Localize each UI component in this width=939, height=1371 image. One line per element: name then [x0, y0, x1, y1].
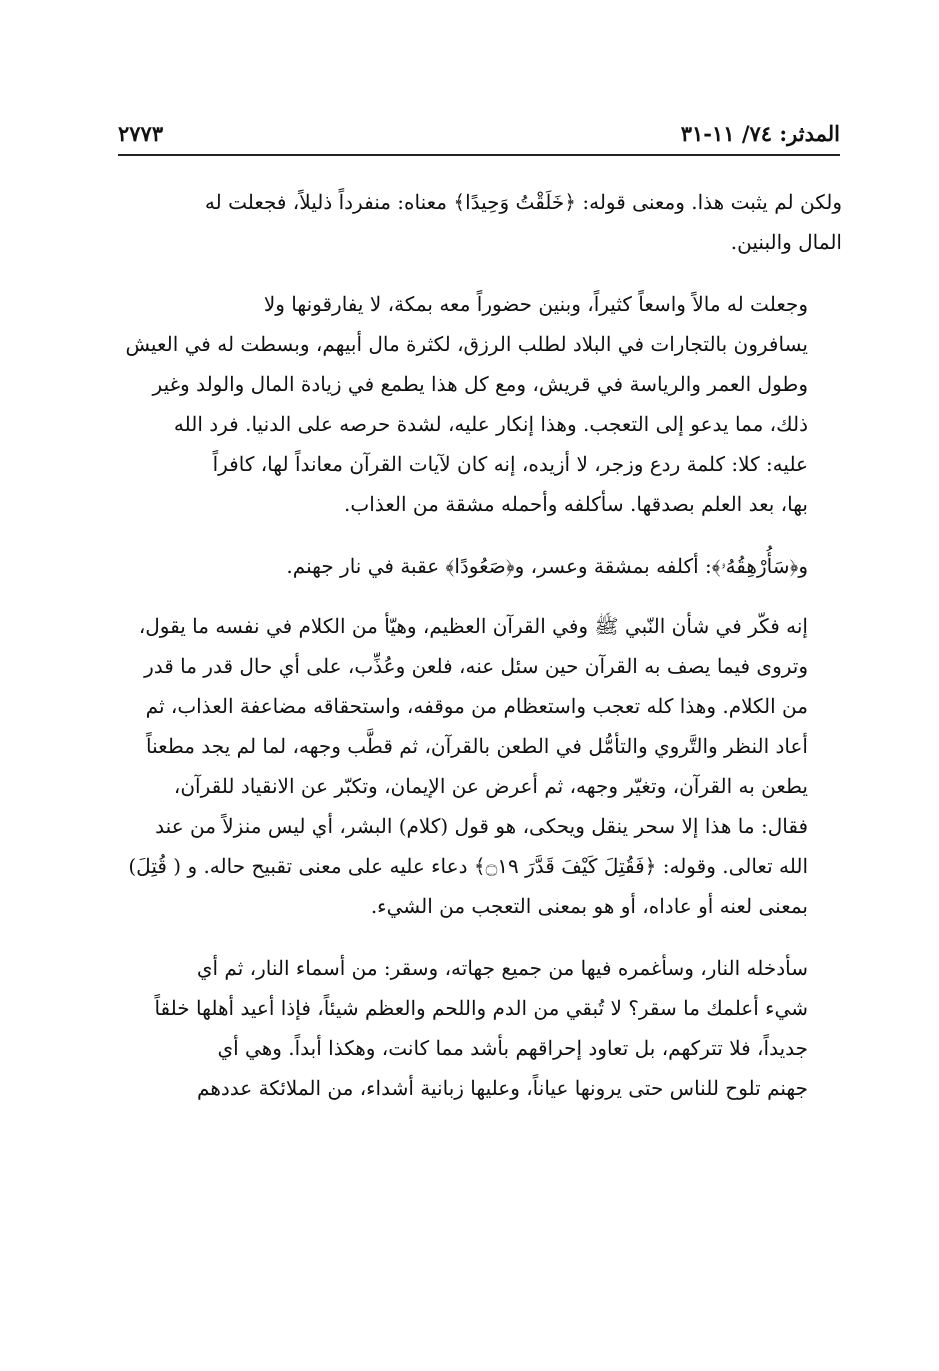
page-number: ٢٧٧٣	[118, 120, 164, 146]
text-line: الله تعالى. وقوله: ﴿فَقُتِلَ كَيْفَ قَدَّرَ ۝١٩﴾ دعاء عليه على معنى تقبيح حاله. و ( قُتِلَ)	[128, 854, 808, 878]
header-divider	[118, 154, 840, 156]
text-line: من الكلام. وهذا كله تعجب واستعظام من موقفه، واستحقاقه مضاعفة العذاب، ثم	[145, 694, 808, 718]
text-line: أعاد النظر والتَّروي والتأمُّل في الطعن بالقرآن، ثم قطَّب وجهه، لما لم يجد مطعناً	[146, 734, 808, 758]
text-line: جديداً، فلا تتركهم، بل تعاود إحراقهم بأشد مما كانت، وهكذا أبداً. وهي أي	[217, 1036, 808, 1060]
text-line: بها، بعد العلم بصدقها. سأكلفه وأحمله مشقة من العذاب.	[344, 492, 808, 516]
text-line: وتروى فيما يصف به القرآن حين سئل عنه، فلعن وعُذِّب، على أي حال قدر ما قدر	[144, 654, 808, 678]
text-line: شيء أعلمك ما سقر؟ لا تُبقي من الدم واللحم والعظم شيئاً، فإذا أعيد أهلها خلقاً	[154, 996, 808, 1020]
paragraph-3	[116, 546, 842, 586]
text-line: و﴿سَأُرْهِقُهُۥ﴾: أكلفه بمشقة وعسر، و﴿صَعُودًا﴾ عقبة في نار جهنم.	[286, 554, 808, 578]
text-line: بمعنى لعنه أو عاداه، أو هو بمعنى التعجب من الشيء.	[370, 894, 808, 918]
paragraph-5	[116, 948, 842, 1108]
page-header	[118, 116, 840, 150]
text-line: جهنم تلوح للناس حتى يرونها عياناً، وعليها زبانية أشداء، من الملائكة عددهم	[197, 1076, 808, 1100]
paragraph-2	[116, 284, 842, 524]
text-line: عليه: كلا: كلمة ردع وزجر، لا أزيده، إنه كان لآيات القرآن معانداً لها، كافراً	[212, 452, 808, 476]
text-line: وجعلت له مالاً واسعاً كثيراً، وبنين حضوراً معه بمكة، لا يفارقونها ولا	[263, 292, 808, 316]
text-line: ذلك، مما يدعو إلى التعجب. وهذا إنكار عليه، لشدة حرصه على الدنيا. فرد الله	[173, 412, 808, 436]
text-line: إنه فكّر في شأن النّبي ﷺ وفي القرآن العظيم، وهيّأ من الكلام في نفسه ما يقول،	[138, 614, 808, 638]
text-line: وطول العمر والرياسة في قريش، ومع كل هذا يطمع في زيادة المال والولد وغير	[152, 372, 808, 396]
paragraph-1	[116, 182, 842, 262]
text-line: يسافرون بالتجارات في البلاد لطلب الرزق، لكثرة مال أبيهم، وبسطت له في العيش	[125, 332, 808, 356]
text-line: يطعن به القرآن، وتغيّر وجهه، ثم أعرض عن الإيمان، وتكبّر عن الانقياد للقرآن،	[173, 774, 808, 798]
text-line: سأدخله النار، وسأغمره فيها من جميع جهاته، وسقر: من أسماء النار، ثم أي	[196, 956, 808, 980]
text-line: ولكن لم يثبت هذا. ومعنى قوله: ﴿خَلَقْتُ وَحِيدًا﴾ معناه: منفرداً ذليلاً، فجعلت له	[204, 190, 842, 214]
text-line: فقال: ما هذا إلا سحر ينقل ويحكى، هو قول (كلام) البشر، أي ليس منزلاً من عند	[155, 814, 808, 838]
chapter-reference: المدثر: ٧٤/ ١١-٣١	[680, 120, 840, 146]
body-text	[116, 182, 842, 1130]
paragraph-4	[116, 606, 842, 926]
text-line: المال والبنين.	[730, 230, 842, 254]
